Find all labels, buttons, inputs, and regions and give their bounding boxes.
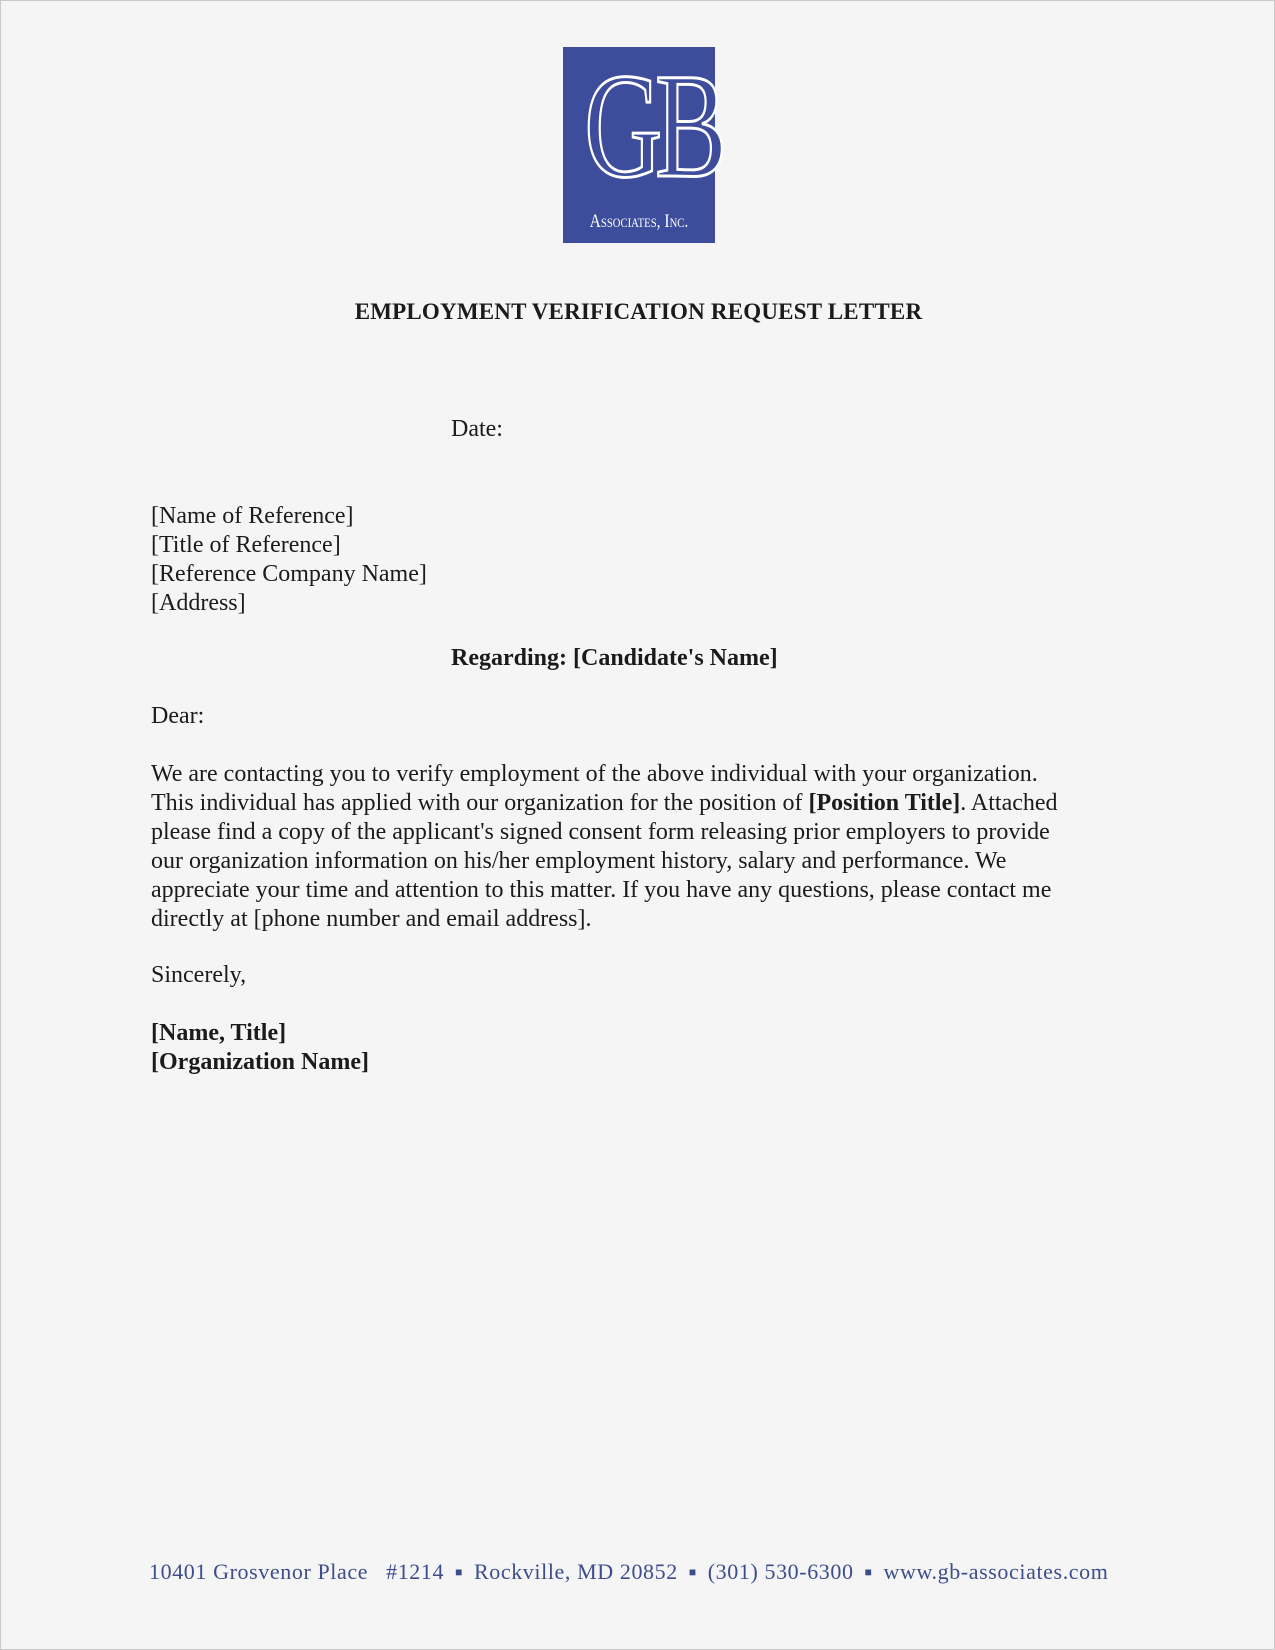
body-line-3: please find a copy of the applicant's signed consent form releasing prior employers to provide: [151, 819, 1050, 845]
closing: Sincerely,: [151, 962, 247, 988]
logo-subtitle: Associates, Inc.: [589, 211, 689, 232]
signature-organization: [Organization Name]: [151, 1049, 369, 1075]
logo-monogram: GB: [584, 43, 720, 209]
date-label: Date:: [451, 416, 503, 442]
letter-body: [151, 760, 1151, 934]
footer-website: www.gb-associates.com: [883, 1559, 1109, 1584]
body-line-5: appreciate your time and attention to this matter. If you have any questions, please contact me: [151, 877, 1052, 903]
position-title-placeholder: [Position Title]: [808, 790, 961, 816]
footer-phone: (301) 530-6300: [707, 1559, 854, 1584]
footer-street: 10401 Grosvenor Place: [149, 1559, 369, 1584]
footer-city: Rockville, MD 20852: [473, 1559, 678, 1584]
regarding-line: Regarding: [Candidate's Name]: [451, 645, 778, 671]
body-line-2: [151, 789, 1151, 818]
recipient-company: [Reference Company Name]: [151, 561, 427, 587]
recipient-name: [Name of Reference]: [151, 503, 354, 529]
body-line-1: We are contacting you to verify employment of the above individual with your organization.: [151, 761, 1038, 787]
salutation: Dear:: [151, 703, 205, 729]
body-line-2-post: . Attached: [960, 790, 1058, 816]
signature-block: [151, 1019, 369, 1077]
body-line-4: our organization information on his/her employment history, salary and performance. We: [151, 848, 1007, 874]
body-line-6: directly at [phone number and email address].: [151, 906, 592, 932]
footer-address-bar: [149, 1559, 1108, 1585]
footer-separator-icon: ■: [864, 1565, 873, 1579]
company-logo: [563, 43, 720, 243]
recipient-address: [Address]: [151, 590, 246, 616]
footer-suite: #1214: [386, 1559, 445, 1584]
body-line-2-pre: This individual has applied with our organization for the position of: [151, 790, 809, 816]
footer-separator-icon: ■: [455, 1565, 463, 1579]
letter-title: EMPLOYMENT VERIFICATION REQUEST LETTER: [354, 299, 923, 324]
signature-name-title: [Name, Title]: [151, 1020, 287, 1046]
footer-separator-icon: ■: [688, 1565, 697, 1579]
recipient-block: [151, 502, 427, 618]
recipient-title: [Title of Reference]: [151, 532, 341, 558]
